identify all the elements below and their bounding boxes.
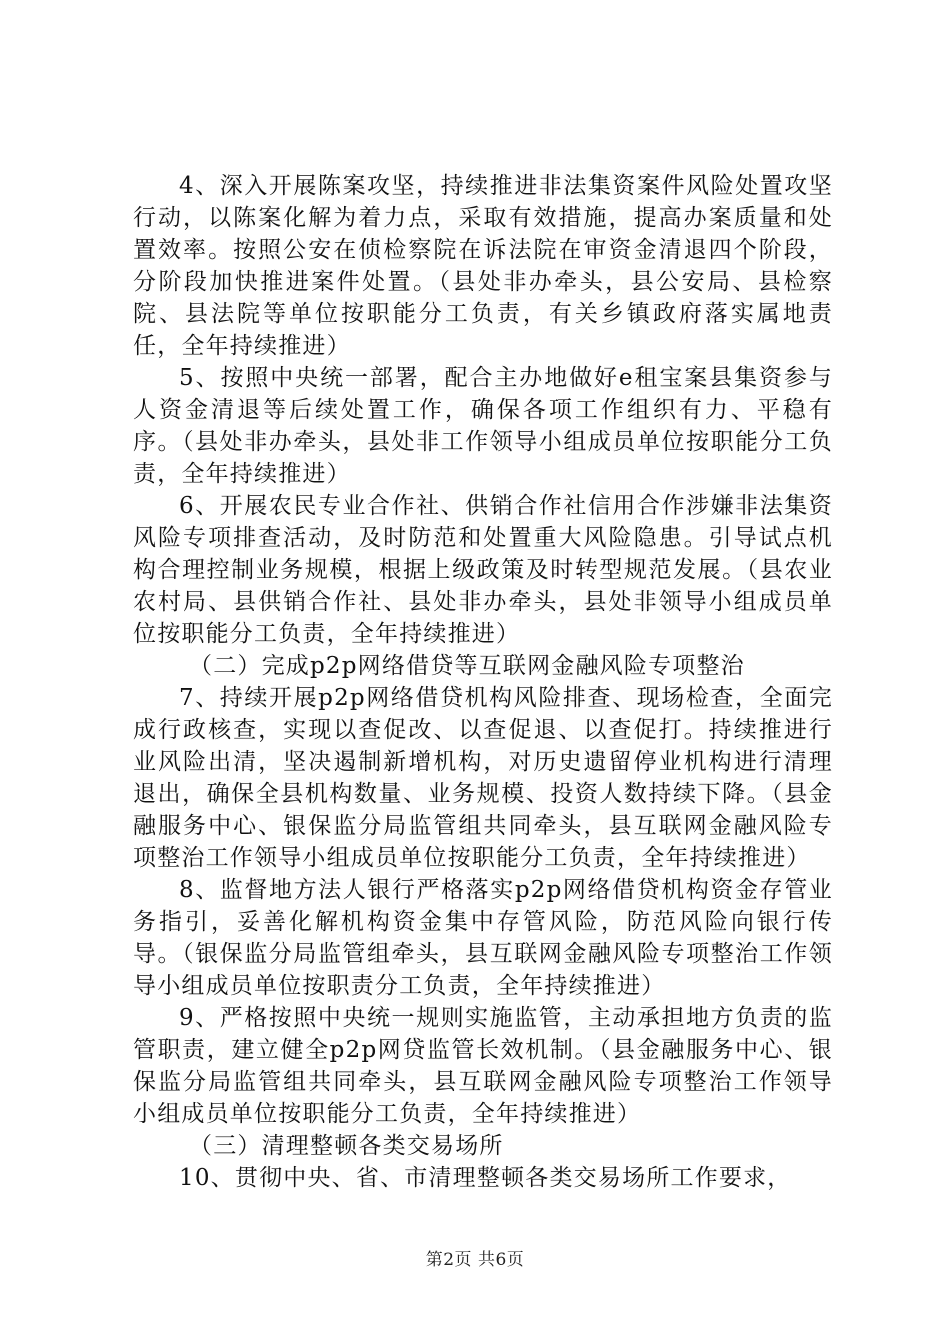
section-heading-2: （二）完成p2p网络借贷等互联网金融风险专项整治 bbox=[189, 653, 745, 679]
paragraph-item-7: 7、持续开展p2p网络借贷机构风险排查、现场检查，全面完成行政核查，实现以查促改、以查促退、以查促打。持续推进行业风险出清，坚决遏制新增机构，对历史遗留停业机构进行清理退出，确保全县机构数量、业务规模、投资人数持续下降。（县金融服务中心、银保监分局监管组共同牵头，县互联网金融风险专项整治工作领导小组成员单位按职能分工负责，全年持续推进） bbox=[133, 685, 833, 871]
paragraph-item-10: 10、贯彻中央、省、市清理整顿各类交易场所工作要求， bbox=[179, 1165, 792, 1191]
paragraph-item-6: 6、开展农民专业合作社、供销合作社信用合作涉嫌非法集资风险专项排查活动，及时防范和处置重大风险隐患。引导试点机构合理控制业务规模，根据上级政策及时转型规范发展。（县农业农村局、县供销合作社、县处非办牵头，县处非领导小组成员单位按职能分工负责，全年持续推进） bbox=[133, 493, 833, 647]
page-number-footer: 第2页 共6页 bbox=[425, 1250, 525, 1270]
paragraph-item-9: 9、严格按照中央统一规则实施监管，主动承担地方负责的监管职责，建立健全p2p网贷监管长效机制。（县金融服务中心、银保监分局监管组共同牵头，县互联网金融风险专项整治工作领导小组成员单位按职能分工负责，全年持续推进） bbox=[133, 1005, 833, 1127]
document-body bbox=[133, 170, 833, 1194]
paragraph-item-4: 4、深入开展陈案攻坚，持续推进非法集资案件风险处置攻坚行动，以陈案化解为着力点，采取有效措施，提高办案质量和处置效率。按照公安在侦检察院在诉法院在审资金清退四个阶段，分阶段加快推进案件处置。（县处非办牵头，县公安局、县检察院、县法院等单位按职能分工负责，有关乡镇政府落实属地责任，全年持续推进） bbox=[133, 173, 833, 359]
paragraph-item-5: 5、按照中央统一部署，配合主办地做好e租宝案县集资参与人资金清退等后续处置工作，确保各项工作组织有力、平稳有序。（县处非办牵头，县处非工作领导小组成员单位按职能分工负责，全年持续推进） bbox=[133, 365, 833, 487]
paragraph-item-8: 8、监督地方法人银行严格落实p2p网络借贷机构资金存管业务指引，妥善化解机构资金集中存管风险，防范风险向银行传导。（银保监分局监管组牵头，县互联网金融风险专项整治工作领导小组成员单位按职责分工负责，全年持续推进） bbox=[133, 877, 833, 999]
section-heading-3: （三）清理整顿各类交易场所 bbox=[189, 1133, 504, 1159]
